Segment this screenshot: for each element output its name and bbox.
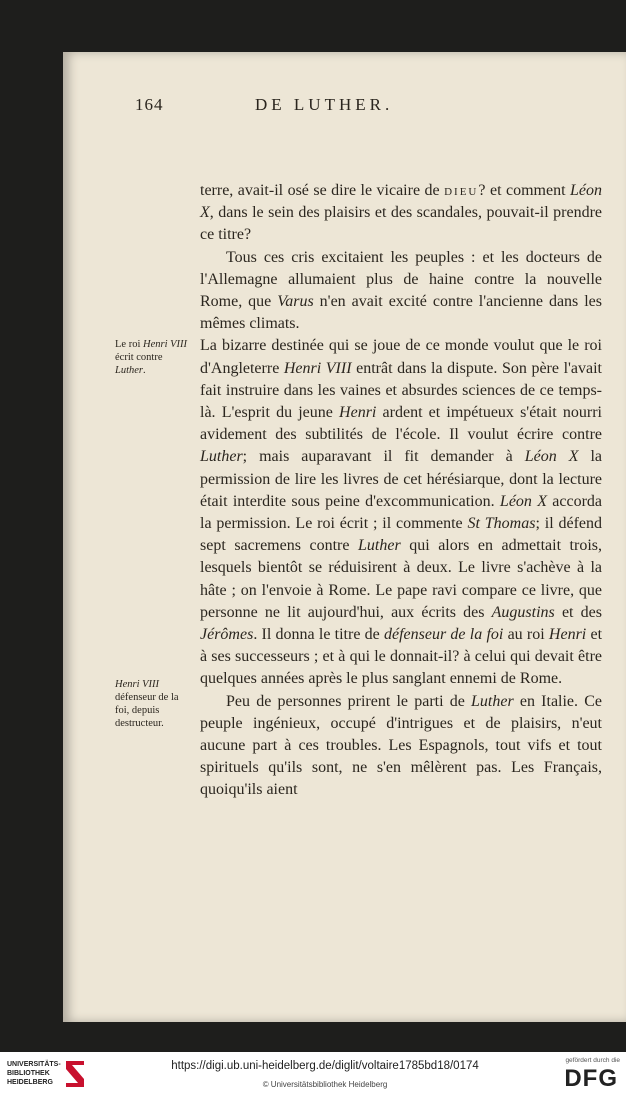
text-run: en Italie. Ce peuple ingénieux, occupé d'intrigues et de plaisirs, n'eut aucune part à ces troubles. Les Espagnols, tout vifs et tout spirituels qu'ils sont, ne s'en mêlèrent pas. Les Français, quoiqu'ils aient	[200, 692, 602, 799]
text-run: terre, avait-il osé se dire le vicaire de	[200, 182, 445, 199]
running-head	[135, 95, 475, 119]
text-run: écrit contre	[115, 352, 163, 363]
text-run: , dans le sein des plaisirs et des scandales, pouvait-il prendre ce titre?	[200, 204, 602, 244]
text-run: La bizarre destinée qui se joue de ce monde voulut que le roi d'Angleterre	[200, 337, 602, 377]
paragraph-3	[200, 335, 602, 690]
text-run: ; il défend sept sacremens contre	[200, 515, 603, 555]
text-run: entrât dans la dispute. Son père l'avait fait instruire dans les vaines et absurdes sciences de ce temps-là. L'esprit du jeune	[200, 359, 602, 422]
italic-run: Augustins	[491, 603, 555, 621]
text-run: et des	[554, 603, 602, 621]
dfg-logo: DFG	[564, 1065, 618, 1092]
italic-run: Henri VIII	[283, 359, 352, 377]
text-run: la permission de lire les livres de cet hérésiarque, dont la lecture était interdite sous peine d'excommunication.	[200, 448, 602, 510]
paragraph-2	[200, 247, 602, 336]
running-title: DE LUTHER.	[255, 95, 394, 114]
text-run: Peu de personnes prirent le parti de	[226, 692, 472, 710]
text-run: . Il donna le titre de	[253, 626, 384, 644]
copyright-notice: © Universitätsbibliothek Heidelberg	[262, 1080, 388, 1089]
text-run: .	[143, 365, 146, 376]
footer	[0, 1052, 626, 1097]
italic-run: défenseur de la foi	[384, 626, 504, 644]
main-text	[200, 180, 602, 802]
paragraph-4	[200, 691, 602, 802]
text-run: et à ses successeurs ; et à qui le donnait-il? à celui qui devait être quelques années après le plus sanglant ennemi de Rome.	[200, 626, 603, 688]
text-run: défenseur de la foi, depuis destructeur.	[115, 692, 179, 729]
text-run: n'en avait excité contre l'ancienne dans les mêmes climats.	[200, 293, 603, 333]
dfg-caption: gefördert durch die	[565, 1057, 620, 1064]
italic-run: Luther	[200, 448, 243, 466]
italic-run: Luther	[358, 537, 401, 555]
text-run: Tous ces cris excitaient les peuples : et les docteurs de l'Allemagne allumaient plus de haine contre la nouvelle Rome, que	[200, 248, 602, 311]
library-name: UNIVERSITÄTS- BIBLIOTHEK HEIDELBERG	[7, 1061, 61, 1086]
italic-run: Henri	[339, 404, 377, 422]
text-run: au roi	[503, 626, 549, 644]
italic-run: Henri VIII	[143, 339, 188, 350]
text-run: Le roi	[115, 339, 143, 350]
italic-run: Jérômes	[200, 626, 254, 644]
text-run: ? et comment	[478, 182, 570, 199]
text-run: ardent et impétueux s'était nourri avidement des subtilités de l'école. Il voulut écrire contre	[200, 404, 602, 444]
italic-run: Léon X	[499, 492, 547, 510]
italic-run: Léon X	[524, 448, 579, 466]
text-run: qui alors en admettait trois, lesquels bientôt se réduisirent à deux. Le livre s'achève à la hâte ; on l'envoie à Rome. Le pape ravi compare ce livre, que personne ne lit aujourd'hui, aux écrits des	[200, 537, 602, 621]
library-logo-icon	[64, 1059, 86, 1089]
italic-run: Varus	[277, 293, 314, 311]
paragraph-1	[200, 180, 602, 247]
italic-run: St Thomas	[467, 515, 536, 533]
italic-run: Luther	[115, 365, 144, 376]
margin-note-henri-viii-writes	[115, 338, 195, 377]
italic-run: Luther	[471, 692, 514, 710]
text-run: dieu	[444, 182, 479, 199]
text-run: accorda la permission. Le roi écrit ; il commente	[200, 492, 603, 533]
page-number: 164	[135, 95, 164, 114]
italic-run: Henri VIII	[115, 679, 160, 690]
italic-run: Henri	[548, 626, 587, 644]
margin-note-defender-of-faith	[115, 678, 195, 730]
text-run: ; mais auparavant il fit demander à	[242, 448, 525, 466]
italic-run: Léon X	[200, 182, 602, 222]
permalink-url[interactable]: https://digi.ub.uni-heidelberg.de/diglit/voltaire1785bd18/0174	[171, 1060, 479, 1072]
